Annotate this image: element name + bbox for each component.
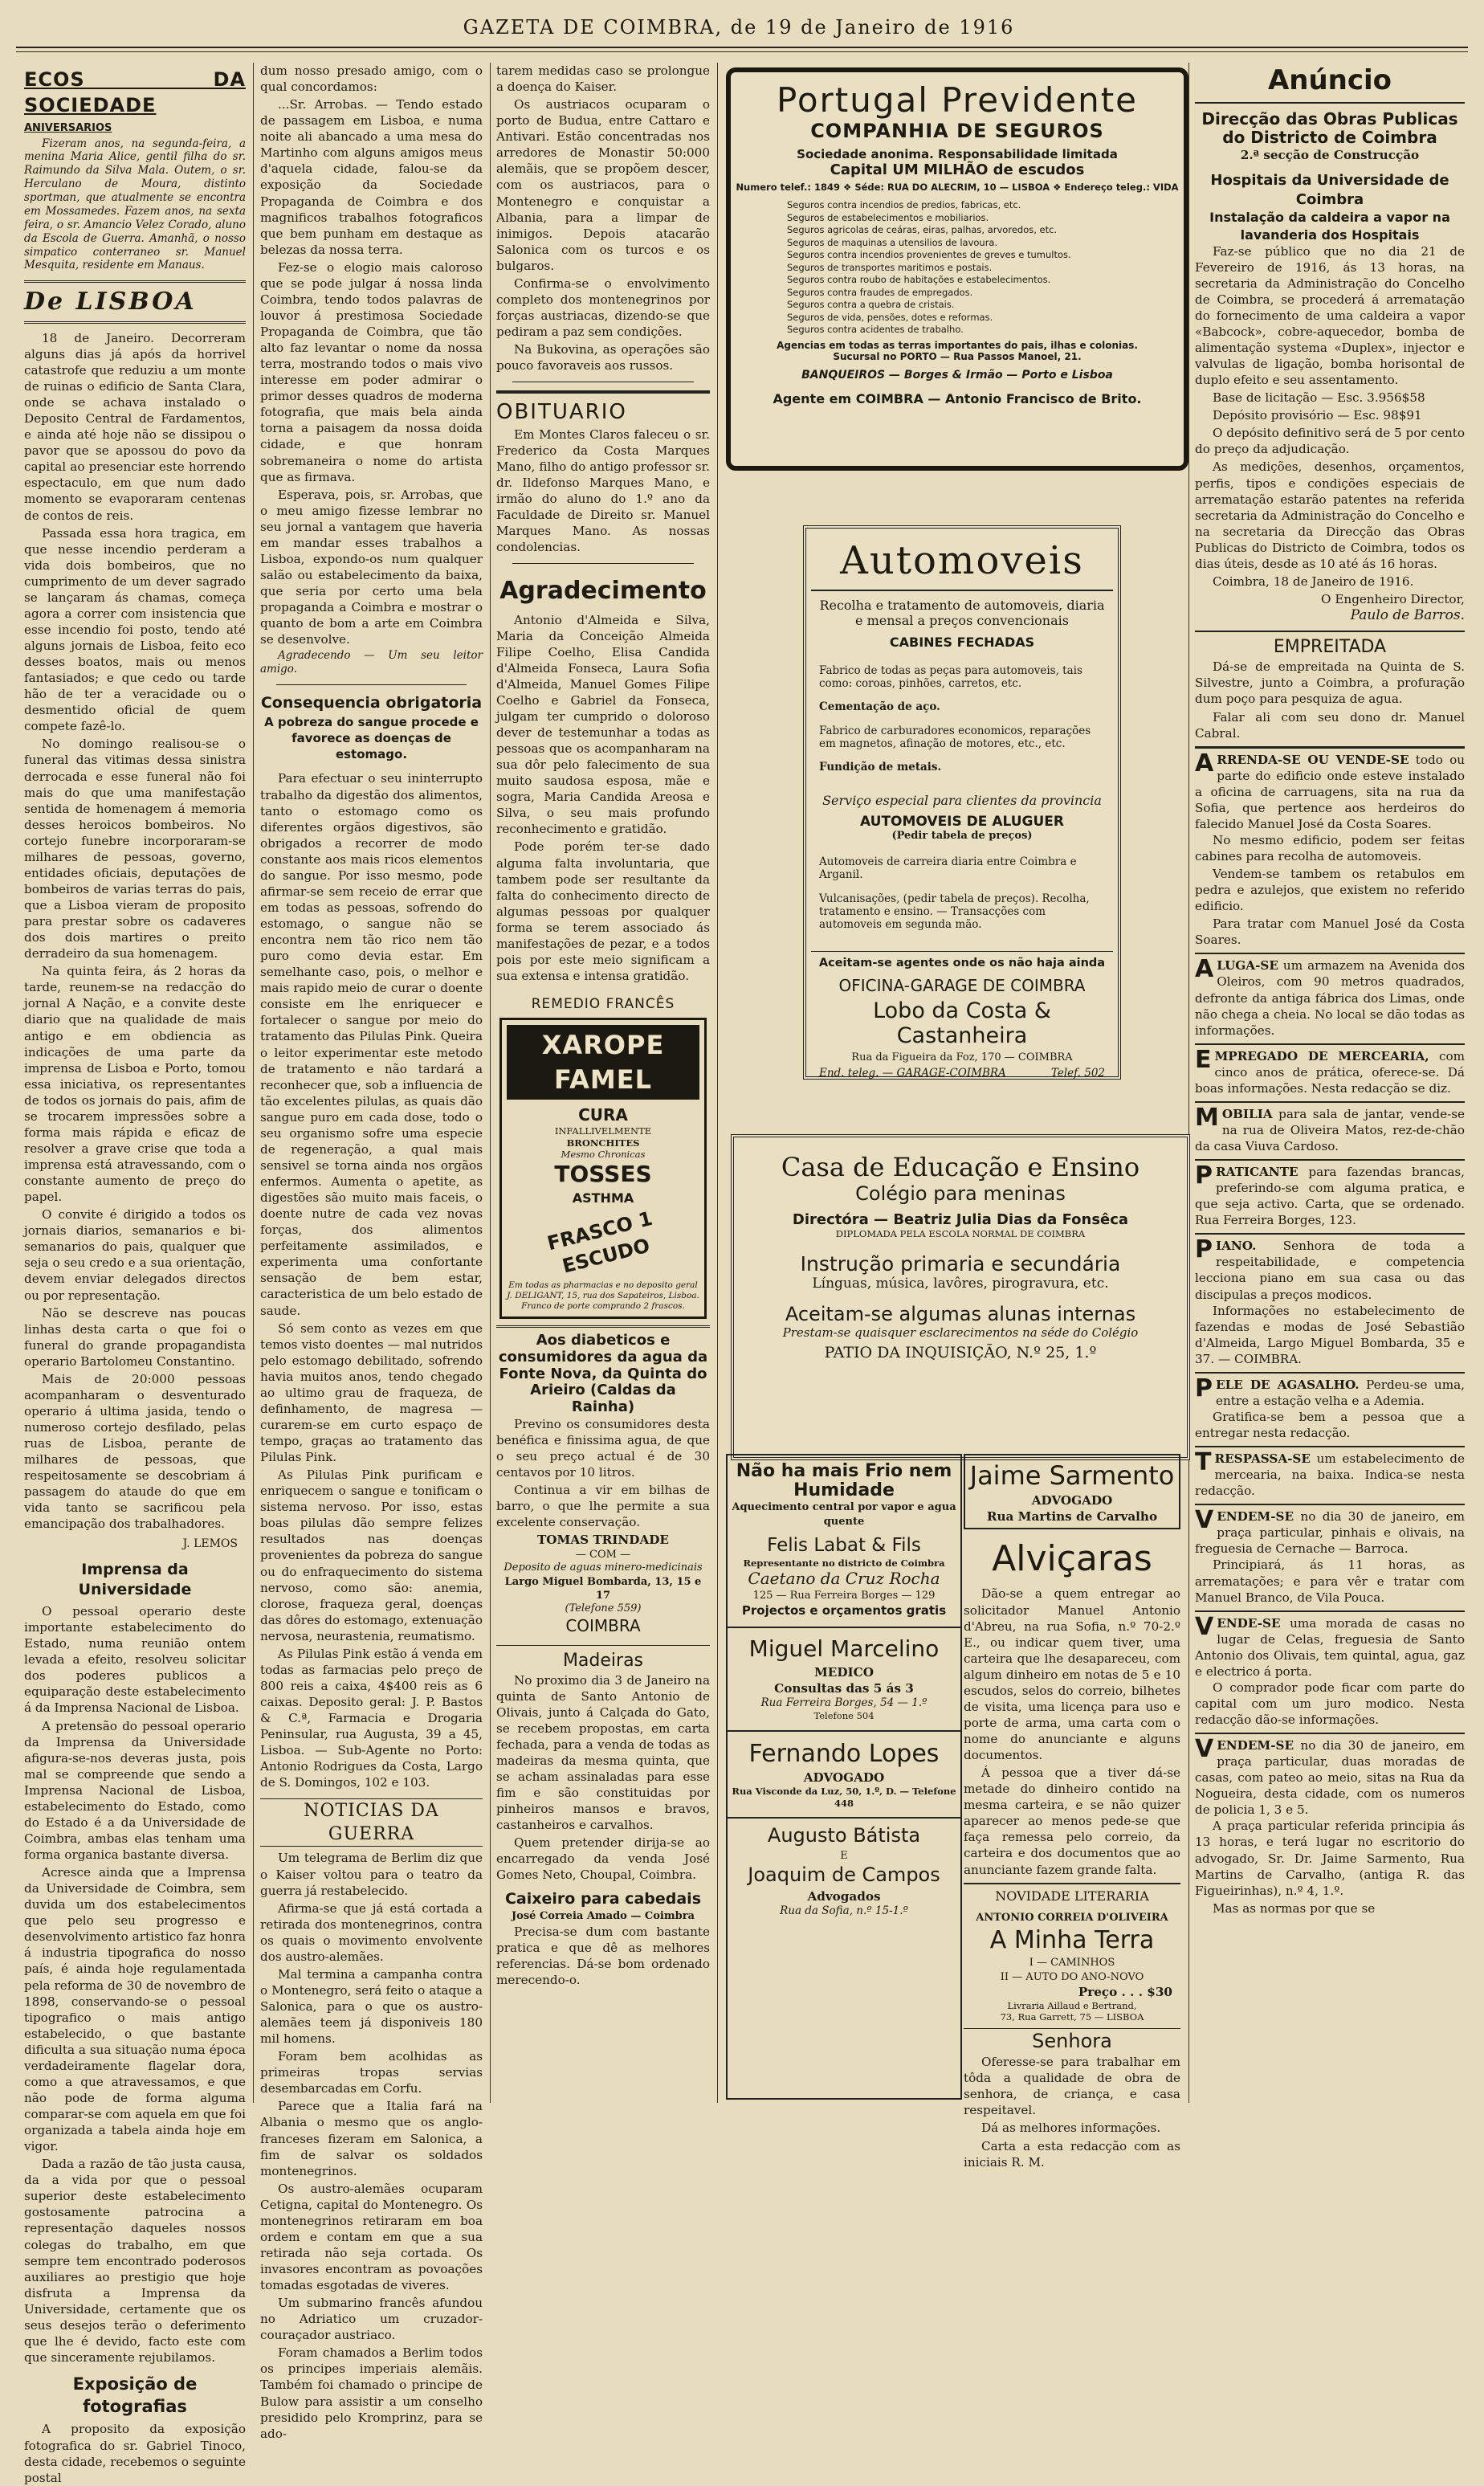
classified-text: para sala de jantar, vende-se na rua de Oliveira Matos, rez-de-chão da casa Viuva Cardoso. bbox=[1195, 1106, 1465, 1153]
paragraph: Mal termina a campanha contra o Montenegro, será feito o ataque a Salonica, para o que os austro-alemães teem já disponiveis 180 mil homens. bbox=[260, 1966, 483, 2047]
paragraph: Precisa-se dum com bastante pratica e que dê as melhores referencias. Dá-se bom ordenado merecendo-o. bbox=[496, 1924, 710, 1987]
ad-title: Alviçaras bbox=[992, 1538, 1152, 1580]
paragraph: Esperava, pois, sr. Arrobas, que o meu amigo fizesse lembrar no seu jornal a vantagem que haveria em mandar esses trabalhos a Lisboa, expondo-os num qualquer salão ou estabelecimento da baixa, que seria por certo uma bela propaganda a Coimbra e mostrar o quanto de bom a arte em Coimbra se desenvolve. bbox=[260, 487, 483, 647]
classified-text: um armazem na Avenida dos Oleiros, com 90 metros quadrados, defronte da antiga fábrica dos Limas, onde não chega a cheia. No local se dão todas as informações. bbox=[1195, 958, 1465, 1038]
seguros-item: Seguros de vida, pensões, dotes e reformas. bbox=[787, 311, 993, 323]
lisboa-heading: De LISBOA bbox=[24, 280, 246, 324]
subsection-title: ANIVERSARIOS bbox=[24, 122, 112, 135]
ad-title: NOVIDADE LITERARIA bbox=[964, 1883, 1180, 1904]
ad-line: 125 — Rua Ferreira Borges — 129 bbox=[752, 1590, 936, 1602]
xarope-line: BRONCHITES bbox=[566, 1137, 640, 1149]
classified-title: ENDEM-SE bbox=[1217, 1509, 1294, 1525]
classified-title: ENDE-SE bbox=[1217, 1615, 1281, 1631]
anniversaries-text: Fizeram anos, na segunda-feira, a menina Maria Alice, gentil filha do sr. Raimundo da Silva Mala. Outem, o sr. Herculano de Moura, distinto sportman, que atualmente se encontra em Mossamedes. Fazem anos, na sexta feira, o sr. Amancio Velez Corado, aluno da Escola de Guerra. Amanhã, o nosso simpatico conterraneo sr. Manuel Mesquita, residente em Manaus. bbox=[24, 137, 246, 272]
paragraph: Os austriacos ocuparam o porto de Budua, entre Cattaro e Antivari. Estão concentradas nos arredores de Monastir 50:000 alemãis, que se propõem descer, com os austriacos, para o Montenegro e conquistar a Albania, para a limpar de inimigos. Depois atacarão Salonica com os turcos e os bulgaros. bbox=[496, 97, 710, 273]
seguros-item: Seguros agricolas de ceáras, eiras, palhas, arvoredos, etc. bbox=[787, 224, 1058, 236]
paragraph: O comprador pode ficar com parte do capital com um juro modico. Nesta redacção dão-se informações. bbox=[1195, 1680, 1465, 1727]
ad-line: COIMBRA bbox=[565, 1616, 641, 1636]
column-1 bbox=[24, 63, 246, 2485]
ad-line: Caetano da Cruz Rocha bbox=[748, 1569, 940, 1589]
column-rule bbox=[253, 63, 254, 2103]
article-title: NOTICIAS DA GUERRA bbox=[260, 1798, 483, 1847]
paragraph: ...Sr. Arrobas. — Tendo estado de passagem em Lisboa, e numa noite ali abancado a uma mesa do Martinho com alguns amigos meus d'aquela cidade, falou-se da exposição da Sociedade Propaganda de Coimbra e dos magnificos trabalhos fotograficos que bem punham em destaque as belezas da nossa terra. bbox=[260, 97, 483, 257]
ad-title: Anúncio bbox=[1195, 63, 1465, 104]
classified-title: OBILIA bbox=[1221, 1106, 1273, 1121]
ad-paragraph: Fundição de metais. bbox=[819, 761, 942, 774]
ad-paragraph: Dá as melhores informações. bbox=[981, 2121, 1161, 2136]
ad-line: Capital UM MILHÃO de escudos bbox=[830, 161, 1085, 178]
drop-cap: A bbox=[1195, 955, 1214, 984]
ad-line: — COM — bbox=[575, 1549, 631, 1561]
ad-line: I — CAMINHOS bbox=[1029, 1957, 1115, 1970]
ad-line: MEDICO bbox=[814, 1665, 874, 1680]
xarope-line: INFALLIVELMENTE bbox=[554, 1125, 652, 1137]
ad-line: ADVOGADO bbox=[803, 1770, 885, 1786]
article-title: Consequencia obrigatoria bbox=[260, 694, 483, 712]
ad-line: José Correia Amado — Coimbra bbox=[512, 1910, 695, 1923]
paragraph: Acresce ainda que a Imprensa da Universidade de Coimbra, sem duvida um dos estabelecimentos que pelo seu progresso e desenvolvimento artistico faz honra á industria tipografica do nosso país, é ainda hoje regulamentada pela reforma de 30 de novembro de 1898, conservando-se o pessoal tipografico o mais antigo estabelecido, o que bastante dificulta a sua situação numa época verdadeiramente flagelar dora, como a que atravessamos, e que não pode de forma alguma comparar-se com aquela em que foi organizada a tabela ainda hoje em vigor. bbox=[24, 1865, 246, 2154]
paragraph: 18 de Janeiro. Decorreram alguns dias já após da horrivel catastrofe que reduziu a um monte de ruinas o edificio de Santa Clara, onde se achava instalado o Deposito Central de Fardamentos, e ainda até hoje não se dissipou o pavor que se apossou do povo da capital ao presenciar este horrendo espectaculo, em que num dado momento se evaporaram centenas de contos de reis. bbox=[24, 330, 246, 523]
ad-line: Aceitam-se agentes onde os não haja ainda bbox=[811, 951, 1113, 969]
paragraph: Informações no estabelecimento de fazendas e modas de José Sebastião d'Almeida, Largo Miguel Bombarda, 35 e 37. — COIMBRA. bbox=[1195, 1303, 1465, 1366]
ad-title: Fernando Lopes bbox=[748, 1739, 940, 1768]
drop-cap: P bbox=[1195, 1374, 1213, 1402]
ad-line: Serviço especial para clientes da provincia bbox=[822, 792, 1102, 808]
divider bbox=[512, 563, 694, 564]
ad-line: Advogados bbox=[807, 1888, 881, 1904]
xarope-asthma: ASTHMA bbox=[572, 1190, 634, 1206]
paragraph: Parece que a Italia fará na Albania o mesmo que os anglo-franceses fizeram em Salonica, a fim de salvar os soldados montenegrinos. bbox=[260, 2099, 483, 2178]
drop-cap: V bbox=[1195, 1506, 1214, 1535]
paragraph: Não se descreve nas poucas linhas desta carta o que foi o funeral do grande propagandista operario Bartolomeu Constantino. bbox=[24, 1305, 246, 1369]
ad-line: Aceitam-se algumas alunas internas bbox=[785, 1303, 1136, 1326]
ad-paragraph: Carta a esta redacção com as iniciais R. M. bbox=[964, 2138, 1180, 2170]
ad-line: Línguas, música, lavôres, pirogravura, etc. bbox=[812, 1276, 1109, 1292]
ad-title: Casa de Educação e Ensino bbox=[781, 1152, 1140, 1182]
column-5-bottom bbox=[964, 1454, 1180, 2170]
seguros-list bbox=[731, 199, 1184, 337]
classified-title: RRENDA-SE OU VENDE-SE bbox=[1217, 752, 1409, 767]
ad-title: Miguel Marcelino bbox=[748, 1635, 940, 1663]
article-title: Agradecimento bbox=[499, 577, 707, 605]
paragraph: O pessoal operario deste importante estabelecimento do Estado, numa reunião ontem levada a efeito, resolveu solicitar dos poderes publicos a equiparação deste estabelecimento á da Imprensa Nacional de Lisboa. bbox=[24, 1604, 246, 1716]
ad-line: Directóra — Beatriz Julia Dias da Fonsêca bbox=[792, 1211, 1129, 1228]
ad-title: Automoveis bbox=[811, 533, 1113, 591]
ad-title: Não ha mais Frio nem Humidade bbox=[736, 1461, 952, 1501]
article-title: Aos diabeticos e consumidores da agua da Fonte Nova, da Quinta do Arieiro (Caldas da Rainha) bbox=[498, 1332, 708, 1415]
ad-line: ANTONIO CORREIA D'OLIVEIRA bbox=[976, 1911, 1168, 1924]
paragraph: Principiará, ás 11 horas, as arrematações; e para vêr e tratar com Manuel Branco, de Vila Pouca. bbox=[1195, 1557, 1465, 1605]
paragraph: A pretensão do pessoal operario da Imprensa da Universidade afigura-se-nos deveras justa, pois mal se compreende que sendo a Imprensa Nacional de Lisboa, estabelecimento do Estado, como do Estado é a da Universidade de Coimbra, ambas elas tenham uma forma organica bastante diversa. bbox=[24, 1718, 246, 1863]
ad-title: Jaime Sarmento bbox=[969, 1460, 1175, 1491]
column-rule bbox=[490, 63, 491, 2103]
ad-paragraph: Fabrico de todas as peças para automoveis, tais como: coroas, pinhões, carretos, etc. bbox=[819, 663, 1082, 690]
paragraph: Foram bem acolhidas as primeiras tropas servias desembarcadas em Corfu. bbox=[260, 2049, 483, 2096]
classified-text: para fazendas brancas, preferindo-se com alguma pratica, e que seja activo. Carta, que se ordenado. Rua Ferreira Borges, 123. bbox=[1195, 1165, 1466, 1228]
ad-title: Portugal Previdente bbox=[776, 80, 1139, 120]
ad-line: Direcção das Obras Publicas do Districto de Coimbra bbox=[1201, 108, 1458, 147]
paragraph: Para tratar com Manuel José da Costa Soares. bbox=[1195, 916, 1465, 948]
seguros-item: Seguros contra incendios provenientes de greves e tumultos. bbox=[787, 249, 1071, 261]
masthead-rule-thin bbox=[16, 51, 1468, 52]
xarope-cura: CURA bbox=[578, 1104, 628, 1125]
seguros-item: Seguros de maquinas a utensilios de lavoura. bbox=[787, 236, 998, 248]
seguros-item: Seguros de transportes maritimos e postais. bbox=[787, 261, 993, 273]
ad-title: Joaquim de Campos bbox=[748, 1863, 940, 1886]
drop-cap: A bbox=[1195, 749, 1214, 778]
paragraph: Foram chamados a Berlim todos os principes imperiais alemãis. Também foi chamado o principe de Bulow para assistir a um conselho presidido pelo Kromprinz, para se ado- bbox=[260, 2345, 483, 2441]
paragraph: No proximo dia 3 de Janeiro na quinta de Santo Antonio de Olivais, junto á Calçada do Gato, se recebem propostas, em carta fechada, para a venda de todas as madeiras da mesma quinta, que se acham assinaladas para esse fim e são constituidas por pinheiros mansos e bravos, castanheiros e carvalhos. bbox=[496, 1672, 710, 1833]
classified-title: RESPASSA-SE bbox=[1214, 1451, 1311, 1467]
paragraph: Um telegrama de Berlim diz que o Kaiser voltou para o teatro da guerra já restabelecido. bbox=[260, 1851, 483, 1898]
ad-line: 73, Rua Garrett, 75 — LISBOA bbox=[1000, 2011, 1144, 2023]
classified-text: todo ou parte do edificio onde esteve instalado a oficina de carruagens, sita na rua da Sofia, que pertence aos herdeiros do falecido Manuel José da Costa Soares. bbox=[1195, 752, 1465, 831]
paragraph: Faz-se público que no dia 21 de Fevereiro de 1916, ás 13 horas, na secretaria da Administração do Concelho de Coimbra, se procederá á arrematação do fornecimento de uma caldeira a vapor «Babcock», cobre-aquecedor, bomba de alimentação systema «Duplex», injector e valvulas de ligação, bomba horisontal de duplo efeito e seu assentamento. bbox=[1195, 243, 1465, 388]
ad-line: Paulo de Barros. bbox=[1350, 607, 1465, 624]
classified-title: LUGA-SE bbox=[1217, 958, 1278, 974]
ad-line: Rua Visconde da Luz, 50, 1.º, D. — Telefone 448 bbox=[732, 1786, 956, 1809]
portugal-previdente-ad bbox=[726, 67, 1188, 471]
ad-title: Senhora bbox=[964, 2028, 1180, 2055]
paragraph: Falar ali com seu dono dr. Manuel Cabral. bbox=[1195, 709, 1465, 741]
paragraph: Previno os consumidores desta benéfica e finissima agua, de que o seu preço actual é de 30 centavos por 10 litros. bbox=[496, 1416, 710, 1480]
ad-line: Instalação da caldeira a vapor na lavanderia dos Hospitais bbox=[1209, 210, 1450, 243]
xarope-line: Mesmo Chronicas bbox=[561, 1149, 646, 1161]
ad-paragraph: Dão-se a quem entregar ao solicitador Manuel Antonio d'Abreu, na rua Sofia, n.º 70-2.º E., ou indicar quem tiver, uma carteira que lhe desapareceu, com algum dinheiro em notas de 5 e 10 escudos, selos do correio, bilhetes de visita, uma licença para uso e porte de arma, uma carta com o nome do anunciante e alguns documentos. bbox=[964, 1586, 1180, 1763]
drop-cap: V bbox=[1195, 1735, 1214, 1764]
paragraph: Só sem conto as vezes em que temos visto doentes — mal nutridos pelo estomago debilitado, sofrendo havia muitos anos, tendo chegado ao ultimo grau de fraqueza, de definhamento, de magresa — curarem-se em curto espaço de tempo, graças ao tratamento das Pilulas Pink. bbox=[260, 1321, 483, 1465]
paragraph: Dada a razão de tão justa causa, da a vida por que o pessoal superior deste estabelecimento gostosamente patrocina a representação daqueles nossos colegas do trabalho, em que sempre tem encontrado poderosos auxiliares ao prestigio que hoje disfruta a Imprensa da Universidade, certamente que os seus desejos terão o deferimento que lhe é devido, facto este com que sinceramente rejubilamos. bbox=[24, 2157, 246, 2365]
ad-line: BANQUEIROS — Borges & Irmão — Porto e Lisboa bbox=[801, 368, 1113, 382]
ad-line: Representante no districto de Coimbra bbox=[743, 1557, 945, 1570]
paragraph: O depósito definitivo será de 5 por cento do preço da adjudicação. bbox=[1195, 426, 1465, 457]
paragraph: Os austro-alemães ocuparam Cetigna, capital do Montenegro. Os montenegrinos retiraram em boa ordem e contam em que a sua retirada não seja cortada. Os invasores encontram as povoações tomadas esgotadas de viveres. bbox=[260, 2181, 483, 2293]
paragraph: Afirma-se que já está cortada a retirada dos montenegrinos, contra os quais o movimento envolvente dos austro-alemães. bbox=[260, 1900, 483, 1964]
paragraph: Passada essa hora tragica, em que nesse incendio perderam a vida dois bombeiros, que no cumprimento de um dever sagrado se lançaram ás chamas, começa agora a correr com insistencia que esse incendio foi posto, tendo até alguns jornais de Lisboa, feito eco desses boatos, mais ou menos fantasiados; e que cedo ou tarde hão de ter a veracidade ou o desmentido oficial de quem compete fazê-lo. bbox=[24, 525, 246, 734]
classified-text: um estabelecimento de mercearia, na baixa. Indica-se nesta redacção. bbox=[1195, 1451, 1466, 1499]
ad-line: OFICINA-GARAGE DE COIMBRA bbox=[838, 976, 1086, 995]
ad-line: Preço . . . $30 bbox=[1078, 1984, 1172, 1999]
classified-text: no dia 30 de janeiro, em praça particular, pinhais e olivais, na freguesia de Cernache — Barroca. bbox=[1195, 1509, 1466, 1557]
xarope-title: XAROPE FAMEL bbox=[507, 1025, 699, 1099]
ad-paragraph: Oferesse-se para trabalhar em tôda a qualidade de obra de senhora, de criança, e casa respeitavel. bbox=[964, 2055, 1180, 2118]
signature: J. LEMOS bbox=[182, 1537, 238, 1551]
ad-heading: REMEDIO FRANCÊS bbox=[531, 996, 675, 1013]
ad-line: 2.ª secção de Construcção bbox=[1240, 147, 1420, 162]
paragraph: Gratifica-se bem a pessoa que a entregar nesta redacção. bbox=[1195, 1409, 1465, 1440]
drop-cap: E bbox=[1195, 1045, 1212, 1074]
paragraph: Confirma-se o envolvimento completo dos montenegrinos por forças austriacas, dizendo-se que pediram a paz sem condições. bbox=[496, 276, 710, 339]
article-title: OBITUARIO bbox=[496, 390, 710, 426]
paragraph: Mais de 20:000 pessoas acompanharam o desventurado operario á ultima jasida, tendo o numeroso cortejo desfilado, pelas ruas de Lisboa, perante de milhares de pessoas, que respeitosamente se descobriam á passagem do ataude do que em vida tanto se sacrificou pela emancipação dos trabalhadores. bbox=[24, 1371, 246, 1532]
column-6 bbox=[1195, 63, 1465, 2103]
ad-line: End. teleg. — GARAGE-COIMBRA bbox=[819, 1067, 1006, 1080]
ad-line: Rua da Sofia, n.º 15-1.º bbox=[780, 1904, 908, 1917]
ad-line: Rua Ferreira Borges, 54 — 1.º bbox=[760, 1696, 928, 1710]
paragraph: Depósito provisório — Esc. 98$91 bbox=[1213, 408, 1422, 423]
ad-line: Rua Martins de Carvalho bbox=[986, 1509, 1158, 1525]
paragraph: A praça particular referida principia ás 13 horas, e terá lugar no escritorio do advogado, Sr. Dr. Jaime Sarmento, Rua Martins de Carvalho, (antiga R. das Figueirinhas), n.º 4, 1.º. bbox=[1195, 1819, 1465, 1898]
paragraph: tarem medidas caso se prolongue a doença do Kaiser. bbox=[496, 63, 710, 95]
column-3 bbox=[496, 63, 710, 2103]
ad-paragraph: Vulcanisações, (pedir tabela de preços). Recolha, tratamento e ensino. — Transacções com automoveis em segunda mão. bbox=[819, 892, 1090, 931]
article-title: Caixeiro para cabedais bbox=[504, 1890, 701, 1908]
drop-cap: T bbox=[1195, 1448, 1212, 1477]
paragraph: No mesmo edificio, podem ser feitas cabines para recolha de automoveis. bbox=[1195, 832, 1465, 863]
paragraph: Na Bukovina, as operações são pouco favoraveis aos russos. bbox=[496, 342, 710, 374]
ad-line: Sociedade anonima. Responsabilidade limitada bbox=[797, 147, 1118, 161]
drop-cap: P bbox=[1195, 1161, 1213, 1190]
ad-line: Telef. 502 bbox=[1050, 1067, 1105, 1080]
casa-educacao-ad bbox=[731, 1134, 1190, 1460]
seguros-item: Seguros contra incendios de predios, fabricas, etc. bbox=[787, 199, 1021, 210]
seguros-item: Seguros contra fraudes de empregados. bbox=[787, 286, 973, 298]
ad-name: TOMAS TRINDADE bbox=[537, 1533, 669, 1548]
masthead-rule bbox=[16, 47, 1468, 48]
classified-text: Senhora de toda a respeitabilidade, e competencia lecciona piano em sua casa ou das discipulas a preços modicos. bbox=[1195, 1239, 1466, 1302]
ad-line: Rua da Figueira da Foz, 170 — COIMBRA bbox=[851, 1051, 1073, 1063]
paragraph: A proposito da exposição fotografica do sr. Gabriel Tinoco, desta cidade, recebemos o seguinte postal bbox=[24, 2422, 246, 2485]
drop-cap: P bbox=[1195, 1235, 1213, 1264]
classified-text: Perdeu-se uma, entre a estação velha e a Ademia. bbox=[1216, 1377, 1465, 1408]
classified-text: com cinco anos de prática, oferece-se. Dá boas informações. Nesta redacção se diz. bbox=[1195, 1048, 1465, 1096]
ad-paragraph: Cementação de aço. bbox=[819, 700, 940, 713]
ad-line: Prestam-se quaisquer esclarecimentos na séde do Colégio bbox=[782, 1325, 1139, 1341]
ad-line: PATIO DA INQUISIÇÃO, N.º 25, 1.º bbox=[824, 1344, 1097, 1362]
ad-line: Largo Miguel Bombarda, 13, 15 e 17 bbox=[504, 1575, 702, 1602]
article-subtitle: A pobreza do sangue procede e favorece as doenças de estomago. bbox=[264, 715, 479, 761]
ad-title: Augusto Bátista bbox=[767, 1824, 921, 1847]
ad-line: Consultas das 5 ás 3 bbox=[774, 1681, 914, 1696]
drop-cap: V bbox=[1195, 1612, 1214, 1641]
divider bbox=[276, 684, 467, 685]
paragraph: dum nosso presado amigo, com o qual concordamos: bbox=[260, 63, 483, 95]
xarope-frasco: FRASCO 1 ESCUDO bbox=[544, 1206, 655, 1277]
automoveis-ad bbox=[803, 525, 1121, 1080]
column-rule bbox=[717, 63, 718, 2103]
paragraph: As Pilulas Pink purificam e enriquecem o sangue e tonificam o sistema nervoso. Por isso, estas boas pilulas dão sempre felizes resultados nas doenças provenientes da pobreza do sangue ou do enfraquecimento do sistema nervoso, como são: anemia, clorose, fraqueza geral, doenças das dôres do estomago, extenuação nervosa, neurastenia, reumatismo. bbox=[260, 1468, 483, 1643]
classified-text: no dia 30 de janeiro, em praça particular, duas moradas de casas, com pateo ao meio, sitas na Rua da Nogueira, desta cidade, com os numeros de policia 1, 3 e 5. bbox=[1195, 1738, 1466, 1818]
classified-title: MPREGADO DE MERCEARIA, bbox=[1214, 1048, 1429, 1063]
ad-line: ADVOGADO bbox=[1031, 1493, 1113, 1508]
paragraph: Dá-se de empreitada na Quinta de S. Silvestre, junto a Coimbra, a profuração dum poço para pesquiza de agua. bbox=[1195, 659, 1465, 707]
paragraph: Continua a vir em bilhas de barro, o que lhe permite a sua excelente conservação. bbox=[496, 1482, 710, 1530]
article-title: Exposição de fotografias bbox=[72, 2374, 198, 2416]
ad-line: Aquecimento central por vapor e agua quente bbox=[732, 1501, 956, 1528]
ad-title: EMPREITADA bbox=[1195, 631, 1465, 659]
paragraph: Para efectuar o seu ininterrupto trabalho da digestão dos alimentos, tanto o estomago como os diferentes orgãos digestivos, são obrigados a recorrer de modo constante aos mais ricos elementos do sangue. Por isso mesmo, pode afirmar-se sem receio de errar que em todas as pessoas, sofrendo do estomago, o sangue não se encontra nem tão rico nem tão puro como devia estar. Em semelhante caso, pois, o melhor e mais rapido meio de curar o doente consiste em lhe enriquecer e fortalecer o sangue por meio do tratamento das Pilulas Pink. Queira o leitor experimentar este metodo de tratamento e não tardará a reconhecer que, sob a influencia de tão excelentes pilulas, as quais dão sangue puro em cada dose, todo o seu organismo sofre uma especie de regeneração, a qual mais sensivel se torna ainda nos orgãos enfermos. Aumenta o apetite, as digestões são muito mais faceis, o doente nutre de cada vez novas forças, dos alimentos perfeitamente assimilados, e experimenta uma confortante sensação de bem estar, caracteristica de um belo estado de saude. bbox=[260, 771, 483, 1318]
ad-line: (Telefone 559) bbox=[565, 1602, 642, 1614]
paragraph: Na quinta feira, ás 2 horas da tarde, reunem-se na redacção do jornal A Nação, e a convite deste diario que na qualidade de mais antigo e em obdiencia as indicações de uma parte da imprensa de Lisboa e Porto, tomou essa iniciativa, os representantes de todos os jornais do pais, afim de se trocarem impressões sobre a forma mais rápida e eficaz de resolver a grave crise que toda a imprensa está atravessando, com o constante aumento de preço do papel. bbox=[24, 964, 246, 1205]
ad-line: Projectos e orçamentos gratis bbox=[741, 1602, 947, 1618]
xarope-ad bbox=[499, 1018, 707, 1319]
paragraph: Quem pretender dirija-se ao encarregado da venda José Gomes Neto, Choupal, Coimbra. bbox=[496, 1835, 710, 1883]
ad-line: Felis Labat & Fils bbox=[767, 1534, 921, 1556]
classified-title: ELE DE AGASALHO. bbox=[1216, 1377, 1360, 1392]
drop-cap: M bbox=[1195, 1103, 1219, 1132]
ad-line: Lobo da Costa & Castanheira bbox=[873, 998, 1051, 1048]
ad-title: A Minha Terra bbox=[989, 1925, 1155, 1954]
classified-title: IANO. bbox=[1216, 1239, 1257, 1254]
ad-line: Numero telef.: 1849 ❖ Séde: RUA DO ALECRIM, 10 — LISBOA ❖ Endereço teleg.: VIDA bbox=[736, 182, 1179, 193]
ad-line: E bbox=[840, 1849, 848, 1862]
paragraph: Vendem-se tambem os retabulos em pedra e azulejos, que existem no referido edificio. bbox=[1195, 867, 1465, 914]
ad-line: Livraria Aillaud e Bertrand, bbox=[1007, 1999, 1137, 2011]
paragraph: Um submarino francês afundou no Adriatico um cruzador-couraçador austriaco. bbox=[260, 2296, 483, 2343]
seguros-item: Seguros contra a quebra de cristais. bbox=[787, 299, 955, 311]
column-rule bbox=[1188, 63, 1189, 2103]
article-title: Imprensa da Universidade bbox=[78, 1560, 192, 1599]
ad-line: CABINES FECHADAS bbox=[889, 635, 1035, 650]
column-4-bottom bbox=[726, 1454, 962, 2100]
ad-line: Agente em COIMBRA — Antonio Francisco de Brito. bbox=[773, 390, 1142, 406]
ad-paragraph: Fabrico de carburadores economicos, reparações em magnetos, afinação de motores, etc., etc. bbox=[819, 724, 1091, 750]
ad-line: Hospitais da Universidade de Coimbra bbox=[1210, 171, 1449, 208]
ad-line: Instrução primaria e secundária bbox=[800, 1252, 1121, 1276]
seguros-item: Seguros de estabelecimentos e mobiliarios. bbox=[787, 211, 989, 223]
ad-line: Telefone 504 bbox=[813, 1710, 874, 1722]
paragraph: Fez-se o elogio mais caloroso que se pode julgar á nossa linda Coimbra, tendo todos palavras de louvor á prestimosa Sociedade Propaganda de Coimbra, que tão alto faz levantar o nome da nossa terra, mostrando todos o mais vivo interesse em poder admirar o primor desses quadros de moderna fotografia, que mais bela ainda torna a paisagem da nossa doida cidade, e que honram sobremaneira o nome do artista que as firmava. bbox=[260, 259, 483, 484]
paragraph: O convite é dirigido a todos os jornais diarios, semanarios e bi-semanarios do pais, qualquer que seja o seu credo e a sua orientação, devem enviar delegados directos ou por representação. bbox=[24, 1207, 246, 1303]
ad-line: AUTOMOVEIS DE ALUGUER bbox=[860, 813, 1064, 830]
ad-paragraph: Á pessoa que a tiver dá-se metade do dinheiro contido na mesma carteira, e se não quizer aparecer ao menos pede-se que faça remessa pelo correio, da carteira e dos documentos que ao anunciante fazem grande falta. bbox=[964, 1766, 1180, 1877]
paragraph: Coimbra, 18 de Janeiro de 1916. bbox=[1213, 574, 1414, 589]
ad-line: DIPLOMADA PELA ESCOLA NORMAL DE COIMBRA bbox=[835, 1228, 1086, 1239]
ad-line: Deposito de aguas minero-medicinais bbox=[503, 1561, 703, 1574]
ad-subtitle: COMPANHIA DE SEGUROS bbox=[810, 120, 1104, 142]
column-2 bbox=[260, 63, 483, 2441]
seguros-item: Seguros contra acidentes de trabalho. bbox=[787, 324, 964, 336]
ad-line: II — AUTO DO ANO-NOVO bbox=[1000, 1970, 1144, 1983]
classified-title: ENDEM-SE bbox=[1217, 1738, 1294, 1753]
paragraph: Mas as normas por que se bbox=[1213, 1900, 1376, 1916]
ad-line: Recolha e tratamento de automoveis, diaria e mensal a preços convencionais bbox=[819, 598, 1105, 628]
paragraph: As medições, desenhos, orçamentos, perfis, tipos e condições especiais de arrematação estarão patentes na referida secretaria da Administração do Concelho e na secretaria da Direcção das Obras Publicas do Districto de Coimbra, todos os dias úteis, desde as 10 até ás 16 horas. bbox=[1195, 459, 1465, 571]
paragraph: Em Montes Claros faleceu o sr. Frederico da Costa Marques Mano, filho do antigo professor sr. dr. Ildefonso Marques Mano, e irmão do aluno do 1.º ano da Faculdade de Direito sr. Manuel Marques Mano. As nossas condolencias. bbox=[496, 427, 710, 554]
ad-line: (Pedir tabela de preços) bbox=[891, 829, 1033, 842]
section-title: ECOS DA SOCIEDADE bbox=[24, 68, 246, 116]
paragraph: Base de licitação — Esc. 3.956$58 bbox=[1213, 390, 1425, 406]
paragraph: Pode porém ter-se dado alguma falta involuntaria, que tambem pode ser resultante da falta do conhecimento directo de algumas pessoas por qualquer forma se terem associado ás manifestações de pezar, e a todos pois por este meio significam a sua extensa e intensa gratidão. bbox=[496, 839, 710, 983]
xarope-tosses: TOSSES bbox=[554, 1161, 652, 1188]
paragraph: No domingo realisou-se o funeral das vitimas dessa sinistra derrocada e esse funeral não foi mais do que uma manifestação sentida de homenagem á memoria desses heroicos bombeiros. No cortejo funebre incorporaram-se milhares de pessoas, governo, entidades oficiais, deputações de bombeiros de varias terras do pais, que a Lisboa vieram de proposito para prestar sobre os cadaveres dos dois martires o preito derradeiro da sua homenagem. bbox=[24, 737, 246, 961]
paragraph: Agradecendo — Um seu leitor amigo. bbox=[260, 649, 483, 676]
seguros-item: Seguros contra roubo de habitações e estabelecimentos. bbox=[787, 274, 1051, 286]
classified-title: RATICANTE bbox=[1216, 1165, 1298, 1180]
ad-line: O Engenheiro Director, bbox=[1321, 591, 1465, 606]
paragraph: Antonio d'Almeida e Silva, Maria da Conceição Almeida Filipe Coelho, Elisa Candida d'Almeida Fonseca, Laura Sofia d'Almeida, Manuel Gomes Filipe Coelho e Gabriel da Fonseca, julgam ter cumprido o doloroso dever de testemunhar a todas as pessoas que os acompanharam na sua dôr pelo falecimento de sua muito saudosa esposa, mãe e sogra, Maria Candida Areosa e Silva, o seu mais profundo reconhecimento e gratidão. bbox=[496, 612, 710, 837]
ad-paragraph: Automoveis de carreira diaria entre Coimbra e Arganil. bbox=[819, 855, 1077, 881]
classified-text: uma morada de casas no lugar de Celas, freguesia de Santo Antonio dos Olivais, tem quintal, agua, gaz e electrico á porta. bbox=[1195, 1615, 1465, 1679]
paragraph: As Pilulas Pink estão á venda em todas as farmacias pelo preço de 800 reis a caixa, 4$400 reis as 6 caixas. Deposito geral: J. P. Bastos & C.ª, Farmacia e Drogaria Peninsular, rua Augusta, 39 a 45, Lisboa. — Sub-Agente no Porto: Antonio Rodrigues da Costa, Largo de S. Domingos, 102 e 103. bbox=[260, 1646, 483, 1790]
ad-line: Agencias em todas as terras importantes do pais, ilhas e colonias. Sucursal no PORTO — Rua Passos Manoel, 21. bbox=[777, 339, 1138, 362]
xarope-footer: Em todas as pharmacias e no deposito geral J. DELIGANT, 15, rua dos Sapateiros, Lisboa. Franco de porte comprando 2 frascos. bbox=[507, 1280, 699, 1312]
ad-subtitle: Colégio para meninas bbox=[855, 1182, 1066, 1205]
masthead: GAZETA DE COIMBRA, de 19 de Janeiro de 1916 bbox=[463, 16, 1015, 39]
article-title: Madeiras bbox=[496, 1645, 710, 1672]
